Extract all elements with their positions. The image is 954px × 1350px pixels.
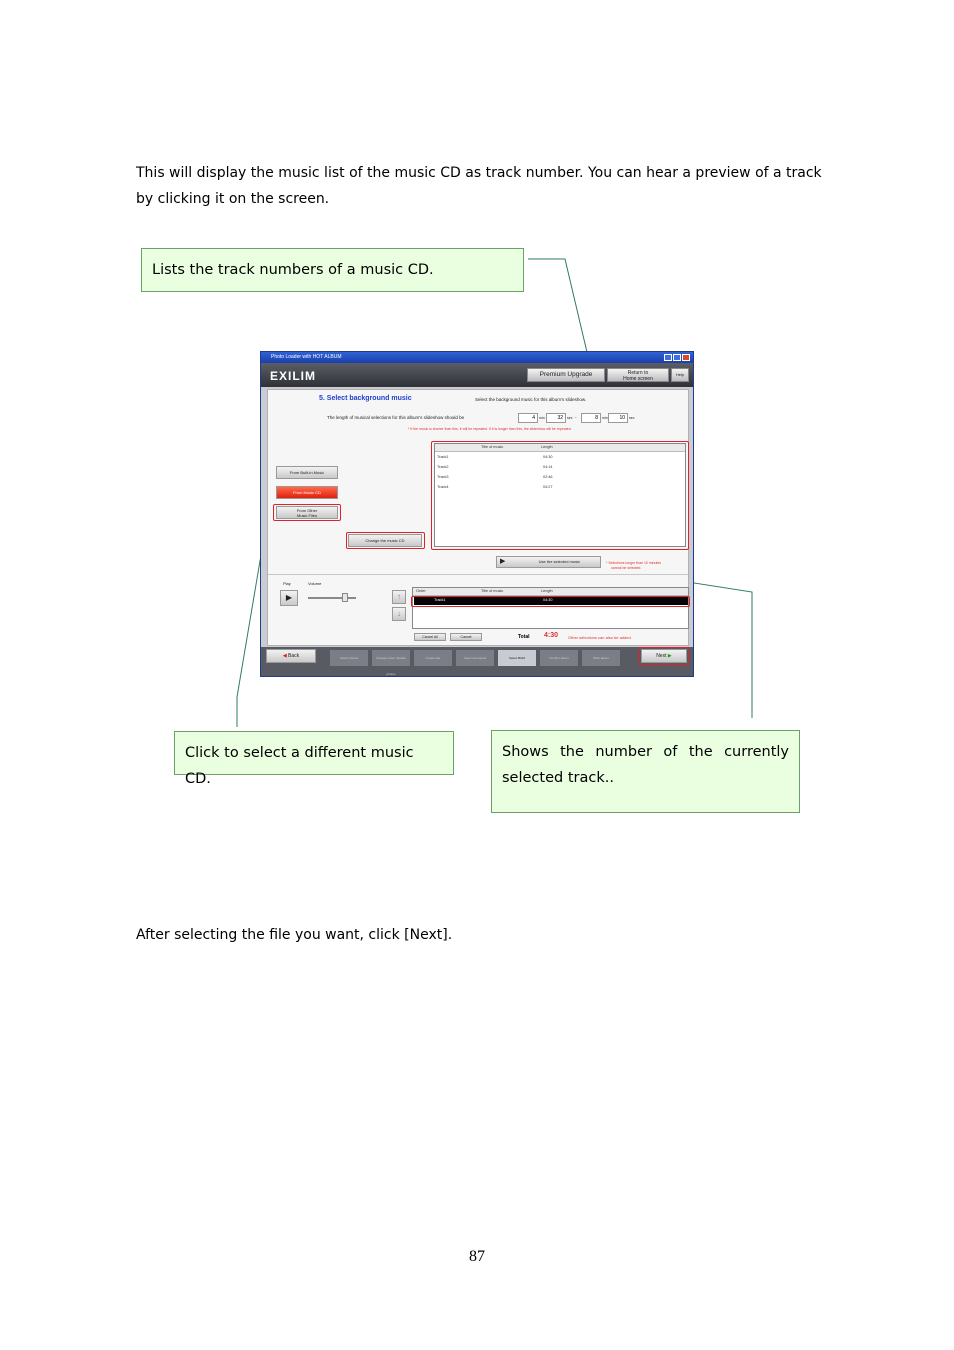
highlight-change-cd [346, 532, 425, 549]
intro-line-1: This will display the music list of the music CD as track number. You can hear a preview of a track [136, 165, 822, 181]
track-length: 04:14 [543, 465, 553, 469]
divider [268, 574, 688, 575]
length-label: The length of musical selections for this album's slideshow should be [327, 415, 465, 420]
play-icon: ▶ [285, 593, 293, 602]
use-selected-music-button[interactable] [496, 556, 601, 568]
page-number: 87 [469, 1248, 485, 1265]
from-music-cd-button[interactable]: From Music CD [276, 486, 338, 499]
next-arrow-icon: ▶ [667, 653, 672, 659]
header-title: Title of music [481, 589, 504, 593]
play-button[interactable] [280, 590, 298, 606]
total-label: Total [518, 634, 530, 640]
length-sec-2[interactable]: 10 [608, 413, 628, 423]
premium-upgrade-label: Premium Upgrade [539, 371, 593, 378]
selection-note-1: * Selections longer than 10 minutes [606, 561, 662, 565]
other-files-line-2: Music Files [296, 513, 317, 518]
volume-slider[interactable] [308, 597, 356, 599]
track-title: Track2 [437, 465, 449, 469]
step-confirm-album: Confirm album [540, 650, 578, 666]
step-select-bgm: Select BGM [498, 650, 536, 666]
track-title: Track1 [437, 455, 449, 459]
back-arrow-icon: ◀ [282, 653, 289, 659]
callout-track-list-text: Lists the track numbers of a music CD. [152, 262, 434, 278]
outro-paragraph: After selecting the file you want, click [Next]. [136, 927, 453, 943]
exilim-logo: EXILIM [270, 369, 317, 383]
callout-selected-line-2: selected track.. [502, 770, 614, 786]
step-change-order: Change order / Rotate photos [372, 650, 410, 666]
arrow-up-icon: ↑ [397, 592, 401, 601]
back-label: Back [288, 653, 300, 659]
selected-list[interactable] [412, 587, 689, 629]
help-label: Help [675, 372, 685, 377]
selected-track-title: Track1 [434, 598, 446, 602]
close-icon[interactable] [682, 354, 690, 361]
highlight-other-files [273, 504, 341, 521]
maximize-icon[interactable] [673, 354, 681, 361]
highlight-next [639, 647, 689, 665]
callout-change-cd-text: Click to select a different music CD. [185, 745, 414, 787]
volume-label: Volume [308, 581, 322, 586]
use-selected-label: Use the selected music [538, 559, 580, 564]
track-title: Track4 [437, 485, 449, 489]
unit-sec-1: sec [567, 416, 573, 420]
premium-upgrade-button[interactable] [527, 368, 605, 382]
highlight-selected-track [411, 596, 690, 607]
header-length: Length [541, 589, 553, 593]
move-up-button[interactable] [392, 590, 406, 604]
selected-track-length: 04:30 [543, 598, 553, 602]
volume-handle[interactable] [342, 593, 348, 602]
step-select-photos: Select photos [330, 650, 368, 666]
step-create-title: Create title [414, 650, 452, 666]
arrow-down-icon: ↓ [397, 609, 401, 618]
length-note: * If the music is shorter than this, it will be repeated. If it is longer than this, the slideshow will be repeated. [408, 427, 572, 431]
length-min-1[interactable]: 4 [518, 413, 538, 423]
callout-selected-track [491, 730, 800, 813]
length-sec-1[interactable]: 32 [546, 413, 566, 423]
unit-sec-2: sec [629, 416, 635, 420]
callout-selected-line-1: Shows the number of the currently [502, 744, 789, 760]
from-builtin-music-button[interactable]: From Built-in Music [276, 466, 338, 479]
track-length: 04:30 [543, 455, 553, 459]
selection-note-2: cannot be selected. [611, 566, 642, 570]
return-home-line-2: Home screen [623, 376, 653, 382]
play-label: Play [283, 581, 291, 586]
length-min-2[interactable]: 8 [581, 413, 601, 423]
cancel-all-button[interactable]: Cancel All [414, 633, 446, 641]
length-dash: - [575, 415, 577, 420]
main-panel [267, 389, 689, 646]
header-length: Length [541, 445, 553, 449]
header-title: Title of music [481, 445, 504, 449]
header-order: Order [416, 589, 426, 593]
track-length: 04:27 [543, 485, 553, 489]
total-value: 4:30 [544, 632, 559, 639]
app-window-screenshot [260, 351, 694, 677]
help-button[interactable] [671, 368, 689, 382]
intro-line-2: by clicking it on the screen. [136, 191, 330, 207]
step-insert-comments: Insert comments [456, 650, 494, 666]
step-title: 5. Select background music [319, 395, 412, 402]
callout-change-cd [174, 731, 454, 787]
unit-min-2: min [602, 416, 608, 420]
cancel-button[interactable]: Cancel [450, 633, 482, 641]
selected-list-header [413, 588, 688, 596]
back-button[interactable] [266, 649, 316, 663]
instruction-text: Select the background music for this album's slideshow. [475, 397, 587, 402]
return-home-line-1: Return to [627, 370, 649, 376]
window-title: Photo Loader with HOT ALBUM [271, 354, 342, 360]
move-down-button[interactable] [392, 607, 406, 621]
next-label: Next [656, 653, 667, 659]
track-length: 02:46 [543, 475, 553, 479]
step-write-album: Write album [582, 650, 620, 666]
return-home-button[interactable] [607, 368, 669, 382]
callout-track-list [141, 248, 524, 292]
minimize-icon[interactable] [664, 354, 672, 361]
track-title: Track3 [437, 475, 449, 479]
play-arrow-icon: ▶ [500, 558, 506, 565]
other-files-line-1: From Other [296, 508, 318, 513]
footer-nav [261, 647, 693, 676]
highlight-track-list [431, 441, 689, 550]
other-can-add-note: Other selections can also be added. [568, 635, 632, 640]
unit-min-1: min [539, 416, 545, 420]
change-music-cd-button[interactable]: Change the music CD [348, 534, 422, 547]
window-titlebar [261, 352, 693, 363]
